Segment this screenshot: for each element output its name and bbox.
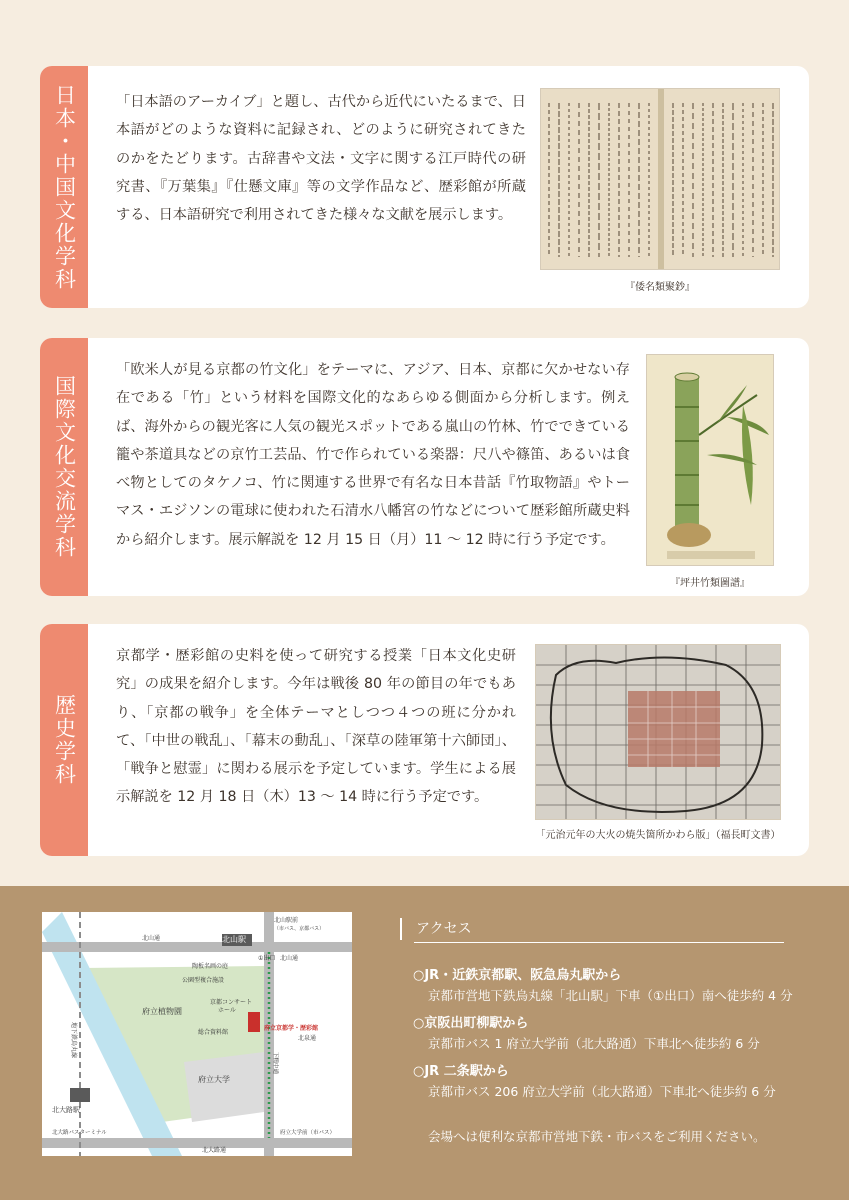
route-detail: 京都市営地下鉄烏丸線「北山駅」下車（①出口）南へ徒歩約 4 分 xyxy=(428,988,793,1003)
section-tab xyxy=(40,338,88,596)
access-note: 会場へは便利な京都市営地下鉄・市バスをご利用ください。 xyxy=(428,1129,766,1144)
map-label-bus-univ: 府立大学前（市バス） xyxy=(280,1130,336,1136)
route-name: ○JR・近鉄京都駅、阪急烏丸駅から xyxy=(413,968,622,983)
wamyo-ruijusho-image xyxy=(540,88,780,270)
section-title: 歴史学科 xyxy=(52,694,77,786)
kawaraban-map-image xyxy=(535,644,781,820)
map-label-kouen: 公園型複合施設 xyxy=(182,977,225,984)
access-divider xyxy=(414,942,784,943)
section-body: 京都学・歴彩館の史料を使って研究する授業「日本文化史研究」の成果を紹介します。今年は戦後 80 年の節目の年でもあり、「京都の戦争」を全体テーマとしつつ４つの班に分かれて、「中世の戦乱」、「幕末の動乱」、「深草の陸軍第十六師団」、「戦争と慰霊」に関わる展示を予定しています。学生による展示解説を 12 月 18 日（木）13 ～ 14 時に行う予定です。 xyxy=(116,648,516,806)
section-title: 日本・中国文化学科 xyxy=(52,83,77,291)
section-tab xyxy=(40,624,88,856)
section-title: 国際文化交流学科 xyxy=(52,375,77,559)
access-title: アクセス xyxy=(400,918,472,940)
map-label-shimogamo: 下鴨中通 xyxy=(272,1052,278,1075)
map-label-subway-line: 地下鉄烏丸線 xyxy=(70,1022,77,1059)
figure-caption: 『倭名類聚鈔』 xyxy=(625,282,695,293)
route-detail: 京都市バス 206 府立大学前（北大路通）下車北へ徒歩約 6 分 xyxy=(428,1084,776,1099)
map-label-kitaoji-station: 北大路駅 xyxy=(52,1106,80,1114)
map-label-venue: 府立京都学・歴彩館 xyxy=(264,1025,319,1032)
section-card-history xyxy=(40,624,809,856)
bamboo-drawing xyxy=(647,355,774,566)
map-label-univ: 府立大学 xyxy=(198,1075,230,1084)
map-label-bus-kitayama-sub: （市バス、京都バス） xyxy=(274,926,325,932)
section-card-japanese-chinese xyxy=(40,66,809,308)
figure-caption: 「元治元年の大火の焼失箇所かわら版」（福長町文書） xyxy=(535,830,781,841)
bamboo-illustration-image xyxy=(646,354,774,566)
map-label-garden: 府立植物園 xyxy=(142,1007,182,1016)
map-label-exit: ①出口 xyxy=(258,955,276,962)
map-label-kitayama-station: 北山駅 xyxy=(222,935,246,944)
map-label-kitayama-dori-2: 北山通 xyxy=(280,955,299,962)
map-label-concert: 京都コンサート xyxy=(210,999,253,1006)
access-map xyxy=(42,912,352,1156)
area-map xyxy=(42,912,352,1156)
route-detail: 京都市バス 1 府立大学前（北大路通）下車北へ徒歩約 6 分 xyxy=(428,1036,760,1051)
book-pages-illustration xyxy=(541,89,780,270)
map-label-kitayama-dori: 北山通 xyxy=(142,935,161,942)
map-label-kitaoji-dori: 北大路通 xyxy=(202,1147,227,1154)
route-name: ○京阪出町柳駅から xyxy=(413,1016,529,1031)
old-map-drawing xyxy=(536,645,781,820)
section-body: 「欧米人が見る京都の竹文化」をテーマに、アジア、日本、京都に欠かせない存在である「竹」という材料を国際文化的なあらゆる側面から分析します。例えば、海外からの観光客に人気の観光スポットである嵐山の竹林、竹でできている籠や茶道具などの京竹工芸品、竹で作られている楽器：尺八や篠笛、あるいは食べ物としてのタケノコ、竹に関連する世界で有名な日本昔話『竹取物語』やトーマス・エジソンの電球に使われた石清水八幡宮の竹などについて歴彩館所蔵史料から紹介します。展示解説を 12 月 15 日（月）11 ～ 12 時に行う予定です。 xyxy=(116,362,630,548)
map-label-tougei: 陶板名画の庭 xyxy=(192,963,229,970)
section-body: 「日本語のアーカイブ」と題し、古代から近代にいたるまで、日本語がどのような資料に記録され、どのように研究されてきたのかをたどります。古辞書や文法・文字に関する江戸時代の研究書、『万葉集』『仕懸文庫』等の文学作品など、歴彩館が所蔵する、日本語研究で利用されてきた様々な文献を展示します。 xyxy=(116,94,526,224)
map-label-concert-2: ホール xyxy=(218,1007,236,1014)
map-label-bus-terminal: 北大路バスターミナル xyxy=(52,1130,107,1136)
map-label-kitayama-higashi: 北泉通 xyxy=(298,1035,317,1042)
figure-caption: 『坪井竹類圖譜』 xyxy=(670,578,750,589)
section-card-international xyxy=(40,338,809,596)
route-name: ○JR 二条駅から xyxy=(413,1064,509,1079)
section-tab xyxy=(40,66,88,308)
map-label-bus-kitayama: 北山駅前 xyxy=(274,917,299,924)
map-label-sogo: 総合資料館 xyxy=(198,1029,229,1036)
